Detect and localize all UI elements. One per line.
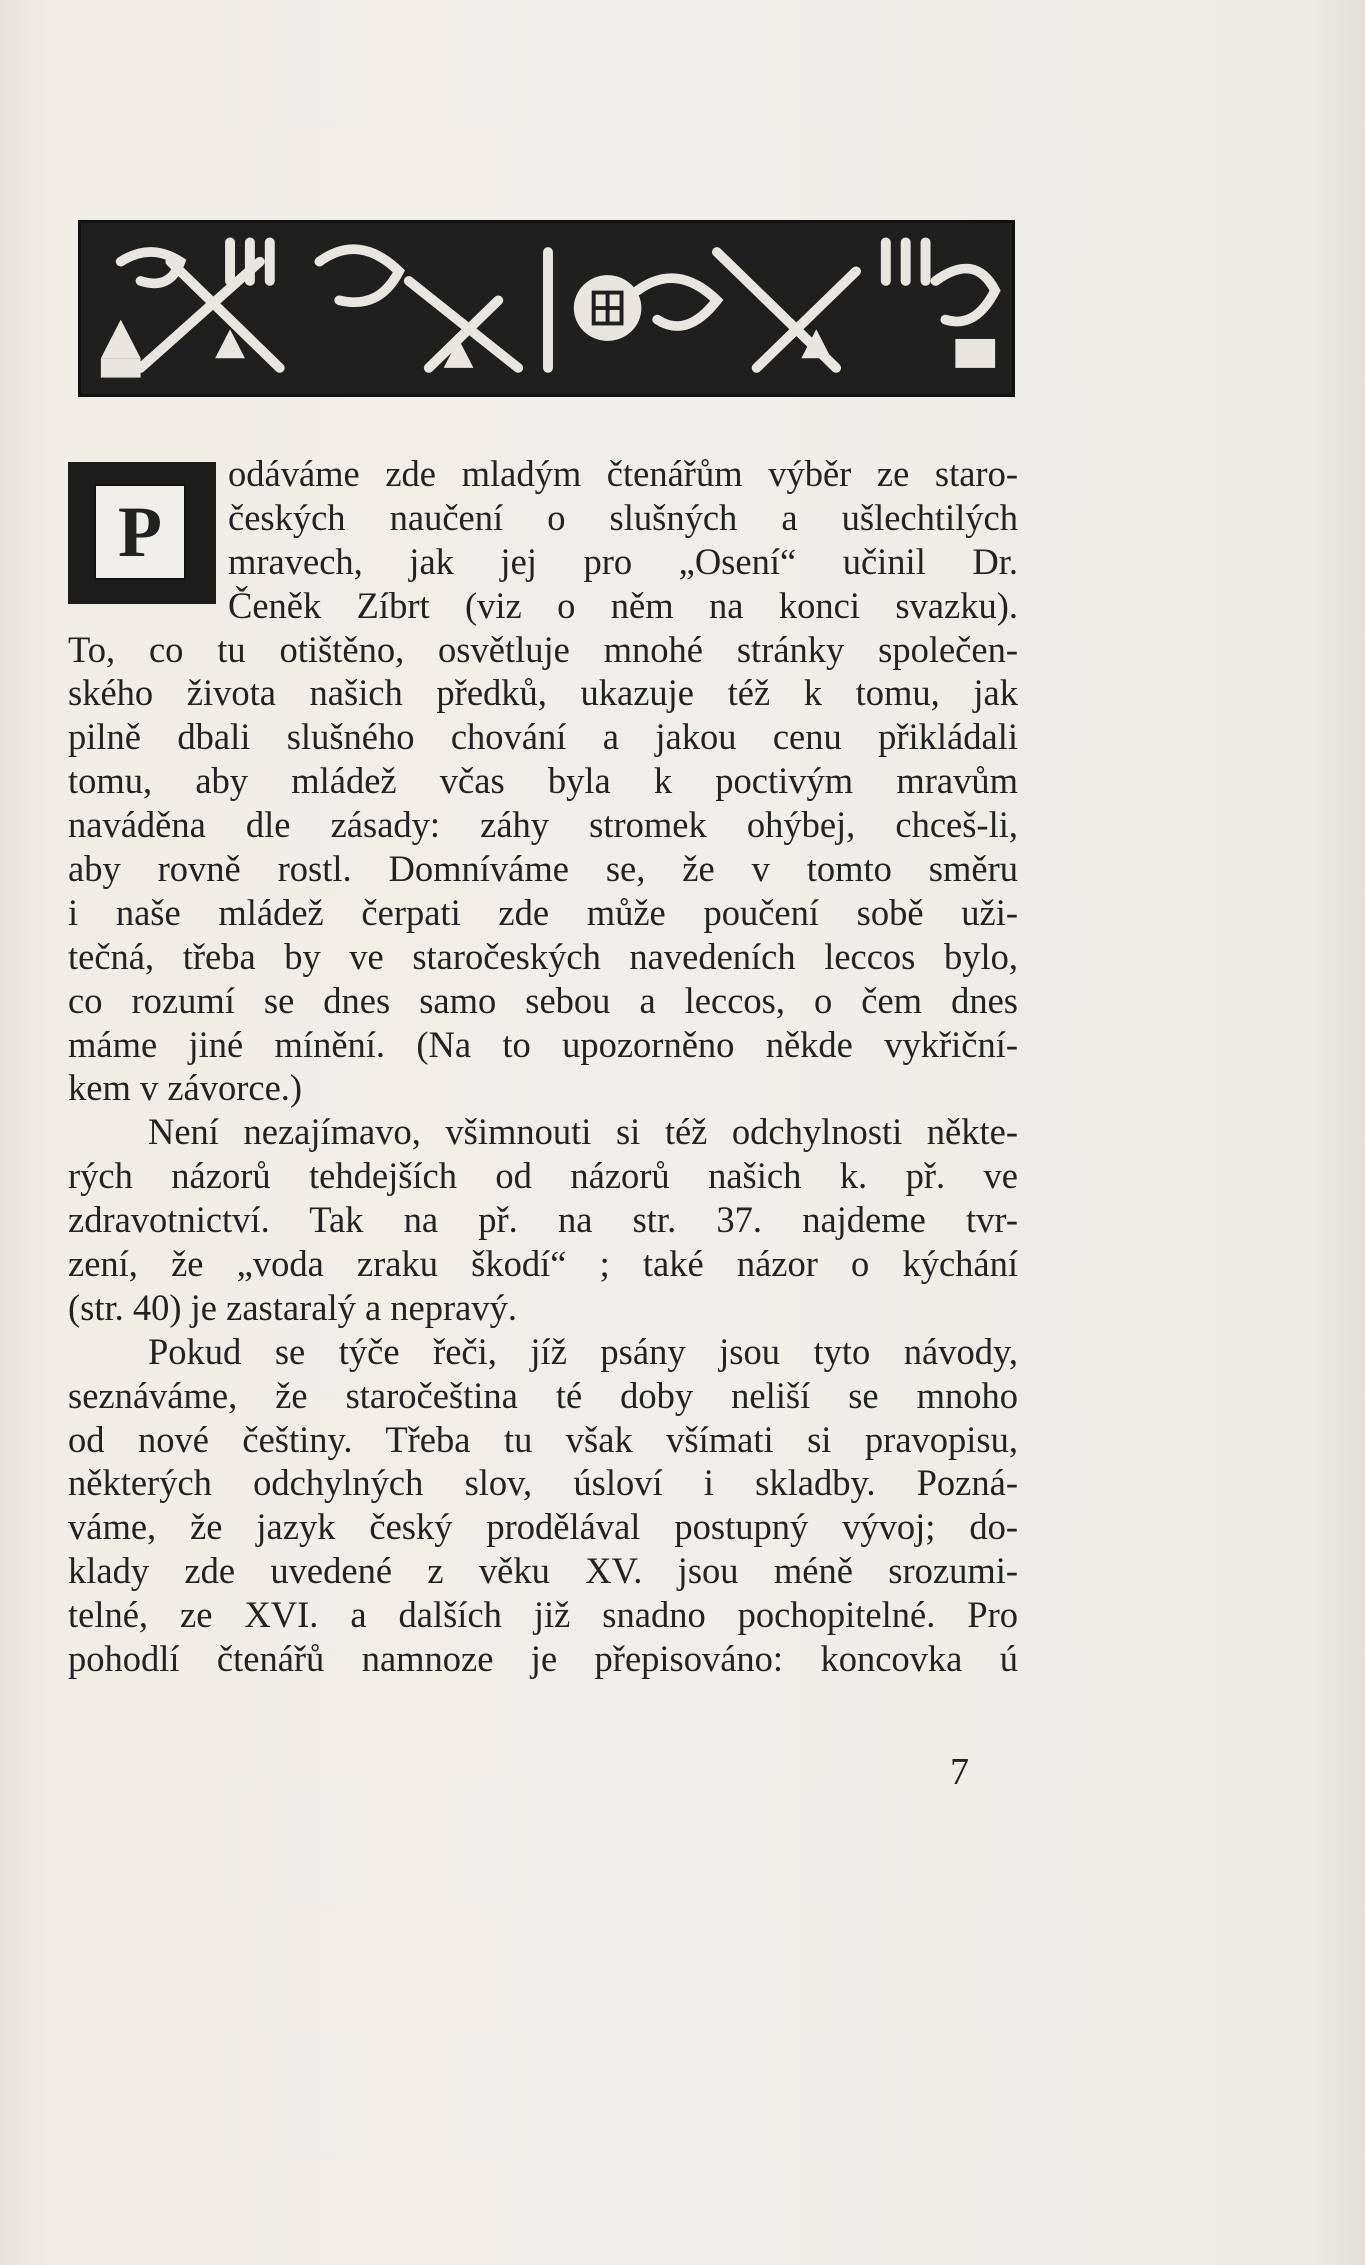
page-number: 7 — [950, 1751, 969, 1793]
text-line: Čeněk Zíbrt (viz o něm na konci svazku). — [228, 584, 1018, 626]
text-line: Není nezajímavo, všimnouti si též odchylnosti někte- — [148, 1111, 1018, 1153]
text-line: tečná, třeba by ve staročeských navedeních leccos bylo, — [68, 935, 1018, 977]
paragraph-3 — [68, 1330, 1018, 1681]
body-text — [68, 452, 1018, 1681]
text-line: odáváme zde mladým čtenářům výběr ze staro- — [228, 453, 1018, 494]
text-line: kem v závorce.) — [68, 1067, 303, 1109]
text-line: pohodlí čtenářů namnoze je přepisováno: koncovka ú — [68, 1638, 1018, 1680]
text-line: seznáváme, že staročeština té doby neliší se mnoho — [68, 1374, 1018, 1416]
text-line: máme jiné mínění. (Na to upozorněno někde vykřiční- — [68, 1023, 1018, 1065]
paragraph-1-opening — [68, 452, 1018, 628]
text-line: tomu, aby mládež včas byla k poctivým mravům — [68, 760, 1018, 802]
text-line: zení, že „voda zraku škodí“ ; také názor o kýchání — [68, 1243, 1018, 1285]
paragraph-1 — [68, 628, 1018, 1111]
text-line: některých odchylných slov, úsloví i skladby. Pozná- — [68, 1462, 1018, 1504]
drop-cap-letter: P — [94, 484, 186, 580]
text-line: zdravotnictví. Tak na př. na str. 37. najdeme tvr- — [68, 1199, 1018, 1241]
folk-ornament-banner — [78, 220, 1015, 397]
text-line: Pokud se týče řeči, jíž psány jsou tyto návody, — [148, 1330, 1018, 1372]
ornament-graphic — [81, 223, 1012, 394]
text-line: naváděna dle zásady: záhy stromek ohýbej, chceš-li, — [68, 804, 1018, 846]
text-line: co rozumí se dnes samo sebou a leccos, o čem dnes — [68, 979, 1018, 1021]
text-line: klady zde uvedené z věku XV. jsou méně srozumi- — [68, 1550, 1018, 1592]
text-line: (str. 40) je zastaralý a nepravý. — [68, 1286, 517, 1328]
text-line: ského života našich předků, ukazuje též k tomu, jak — [68, 672, 1018, 714]
text-line: rých názorů tehdejších od názorů našich k. př. ve — [68, 1155, 1018, 1197]
text-line: aby rovně rostl. Domníváme se, že v tomto směru — [68, 848, 1018, 890]
text-line: i naše mládež čerpati zde může poučení sobě uži- — [68, 891, 1018, 933]
text-line: od nové češtiny. Třeba tu však všímati si pravopisu, — [68, 1418, 1018, 1460]
paragraph-2 — [68, 1110, 1018, 1329]
text-line: To, co tu otištěno, osvětluje mnohé stránky společen- — [68, 628, 1018, 670]
text-line: váme, že jazyk český prodělával postupný vývoj; do- — [68, 1506, 1018, 1548]
text-line: pilně dbali slušného chování a jakou cenu přikládali — [68, 716, 1018, 758]
text-line: mravech, jak jej pro „Osení“ učinil Dr. — [228, 540, 1018, 582]
text-line: telné, ze XVI. a dalších již snadno pochopitelné. Pro — [68, 1594, 1018, 1636]
text-line: českých naučení o slušných a ušlechtilých — [228, 496, 1018, 538]
